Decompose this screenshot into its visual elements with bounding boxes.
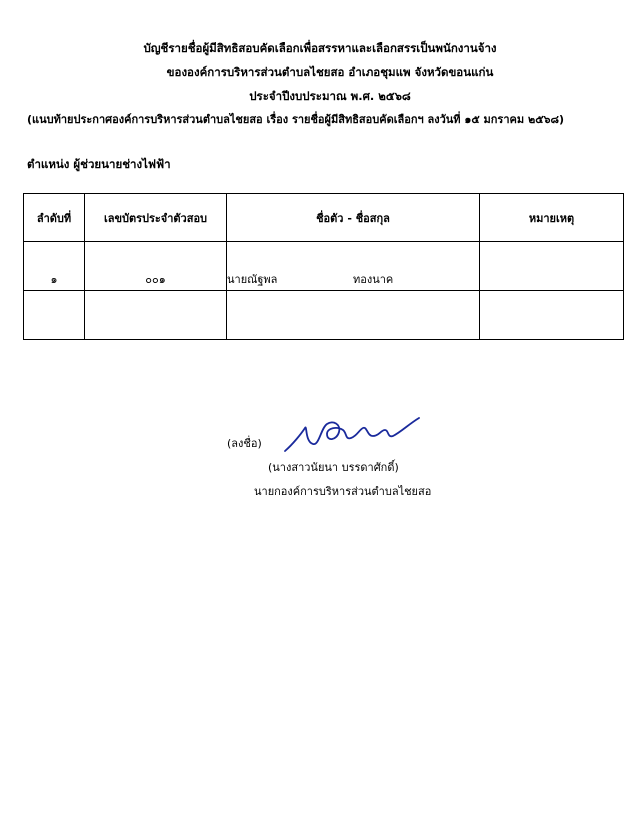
row-first-name: นายณัฐพล bbox=[227, 273, 278, 286]
row-remark bbox=[480, 291, 624, 340]
row-order-no bbox=[24, 291, 85, 340]
table-row bbox=[24, 242, 624, 291]
signer-title: นายกองค์การบริหารส่วนตำบลไชยสอ bbox=[254, 485, 432, 498]
annex-reference: (แนบท้ายประกาศองค์การบริหารส่วนตำบลไชยสอ เรื่อง รายชื่อผู้มีสิทธิสอบคัดเลือกฯ ลงวันที่ ๑๕ มกราคม ๒๕๖๘) bbox=[27, 113, 565, 126]
header-order-no: ลำดับที่ bbox=[24, 194, 85, 242]
document-title: บัญชีรายชื่อผู้มีสิทธิสอบคัดเลือกเพื่อสรรหาและเลือกสรรเป็นพนักงานจ้าง bbox=[143, 41, 497, 55]
sign-label: (ลงชื่อ) bbox=[227, 437, 262, 450]
row-last-name: ทองนาค bbox=[353, 273, 394, 286]
table-row bbox=[24, 291, 624, 340]
signature-stroke bbox=[285, 418, 419, 451]
position-title: ตำแหน่ง ผู้ช่วยนายช่างไฟฟ้า bbox=[27, 157, 171, 171]
row-remark bbox=[480, 242, 624, 291]
row-exam-id: ๐๐๑ bbox=[85, 242, 227, 291]
table-header-row bbox=[24, 194, 624, 242]
header-exam-id: เลขบัตรประจำตัวสอบ bbox=[85, 194, 227, 242]
signer-name: (นางสาวนัยนา บรรดาศักดิ์) bbox=[268, 461, 399, 474]
header-remark: หมายเหตุ bbox=[480, 194, 624, 242]
candidate-table bbox=[23, 193, 624, 340]
organization-line: ขององค์การบริหารส่วนตำบลไชยสอ อำเภอชุมแพ จังหวัดขอนแก่น bbox=[166, 65, 494, 79]
header-full-name: ชื่อตัว - ชื่อสกุล bbox=[227, 194, 480, 242]
row-full-name bbox=[227, 242, 480, 291]
fiscal-year-line: ประจำปีงบประมาณ พ.ศ. ๒๕๖๘ bbox=[249, 89, 411, 103]
row-exam-id bbox=[85, 291, 227, 340]
row-full-name bbox=[227, 291, 480, 340]
handwritten-signature bbox=[283, 414, 423, 454]
row-order-no: ๑ bbox=[24, 242, 85, 291]
